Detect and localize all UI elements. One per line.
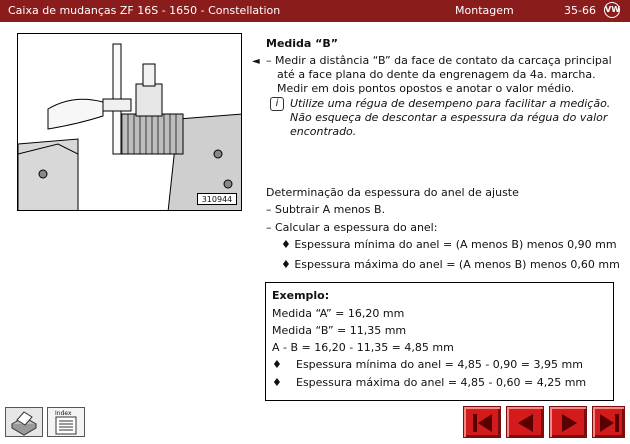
index-button[interactable] (47, 407, 85, 437)
last-page-button[interactable] (592, 406, 625, 438)
calculate-step: – Calcular a espessura do anel: (266, 221, 438, 234)
note-line-3: encontrado. (290, 125, 357, 138)
measure-b-heading: Medida “B” (266, 37, 339, 50)
section-name: Montagem (455, 4, 514, 17)
pointer-arrow-icon: ◄ (252, 56, 260, 67)
previous-page-button[interactable] (506, 406, 544, 438)
step-text-line-1: – Medir a distância “B” da face de contato da carcaça principal (266, 54, 612, 67)
example-min-thickness: Espessura mínima do anel = 4,85 - 0,90 = 3,95 mm (296, 358, 583, 371)
document-title: Caixa de mudanças ZF 16S - 1650 - Constellation (8, 4, 281, 17)
first-page-icon (464, 407, 502, 439)
example-measure-b: Medida “B” = 11,35 mm (272, 324, 407, 337)
example-title: Exemplo: (272, 289, 330, 302)
subtract-step: – Subtrair A menos B. (266, 203, 386, 216)
print-button[interactable] (5, 407, 43, 437)
last-page-icon (593, 407, 626, 439)
previous-page-icon (507, 407, 545, 439)
example-box (265, 282, 614, 401)
print-icon (6, 408, 42, 436)
max-thickness-formula: ♦ Espessura máxima do anel = (A menos B) menos 0,60 mm (281, 258, 620, 271)
next-page-icon (550, 407, 588, 439)
min-thickness-formula: ♦ Espessura mínima do anel = (A menos B) menos 0,90 mm (281, 238, 617, 251)
index-label: Index (55, 410, 72, 417)
example-bullet-max: ♦ (272, 376, 282, 389)
next-page-button[interactable] (549, 406, 587, 438)
section-heading: Determinação da espessura do anel de ajuste (266, 186, 519, 199)
example-difference: A - B = 16,20 - 11,35 = 4,85 mm (272, 341, 454, 354)
example-bullet-min: ♦ (272, 358, 282, 371)
note-line-2: Não esqueça de descontar a espessura da régua do valor (290, 111, 608, 124)
page-number: 35-66 (564, 4, 596, 17)
step-text-line-2: até a face plana do dente da engrenagem da 4a. marcha. (277, 68, 596, 81)
technical-illustration (17, 33, 242, 211)
first-page-button[interactable] (463, 406, 501, 438)
figure-reference-label: 310944 (197, 193, 237, 205)
vw-logo: VW (604, 2, 620, 18)
header-bar (0, 0, 630, 22)
gear-measurement-drawing (18, 34, 242, 211)
example-max-thickness: Espessura máxima do anel = 4,85 - 0,60 = 4,25 mm (296, 376, 587, 389)
info-icon: i (270, 97, 284, 111)
note-line-1: Utilize uma régua de desempeno para facilitar a medição. (290, 97, 611, 110)
example-measure-a: Medida “A” = 16,20 mm (272, 307, 405, 320)
step-text-line-3: Medir em dois pontos opostos e anotar o valor médio. (277, 82, 575, 95)
